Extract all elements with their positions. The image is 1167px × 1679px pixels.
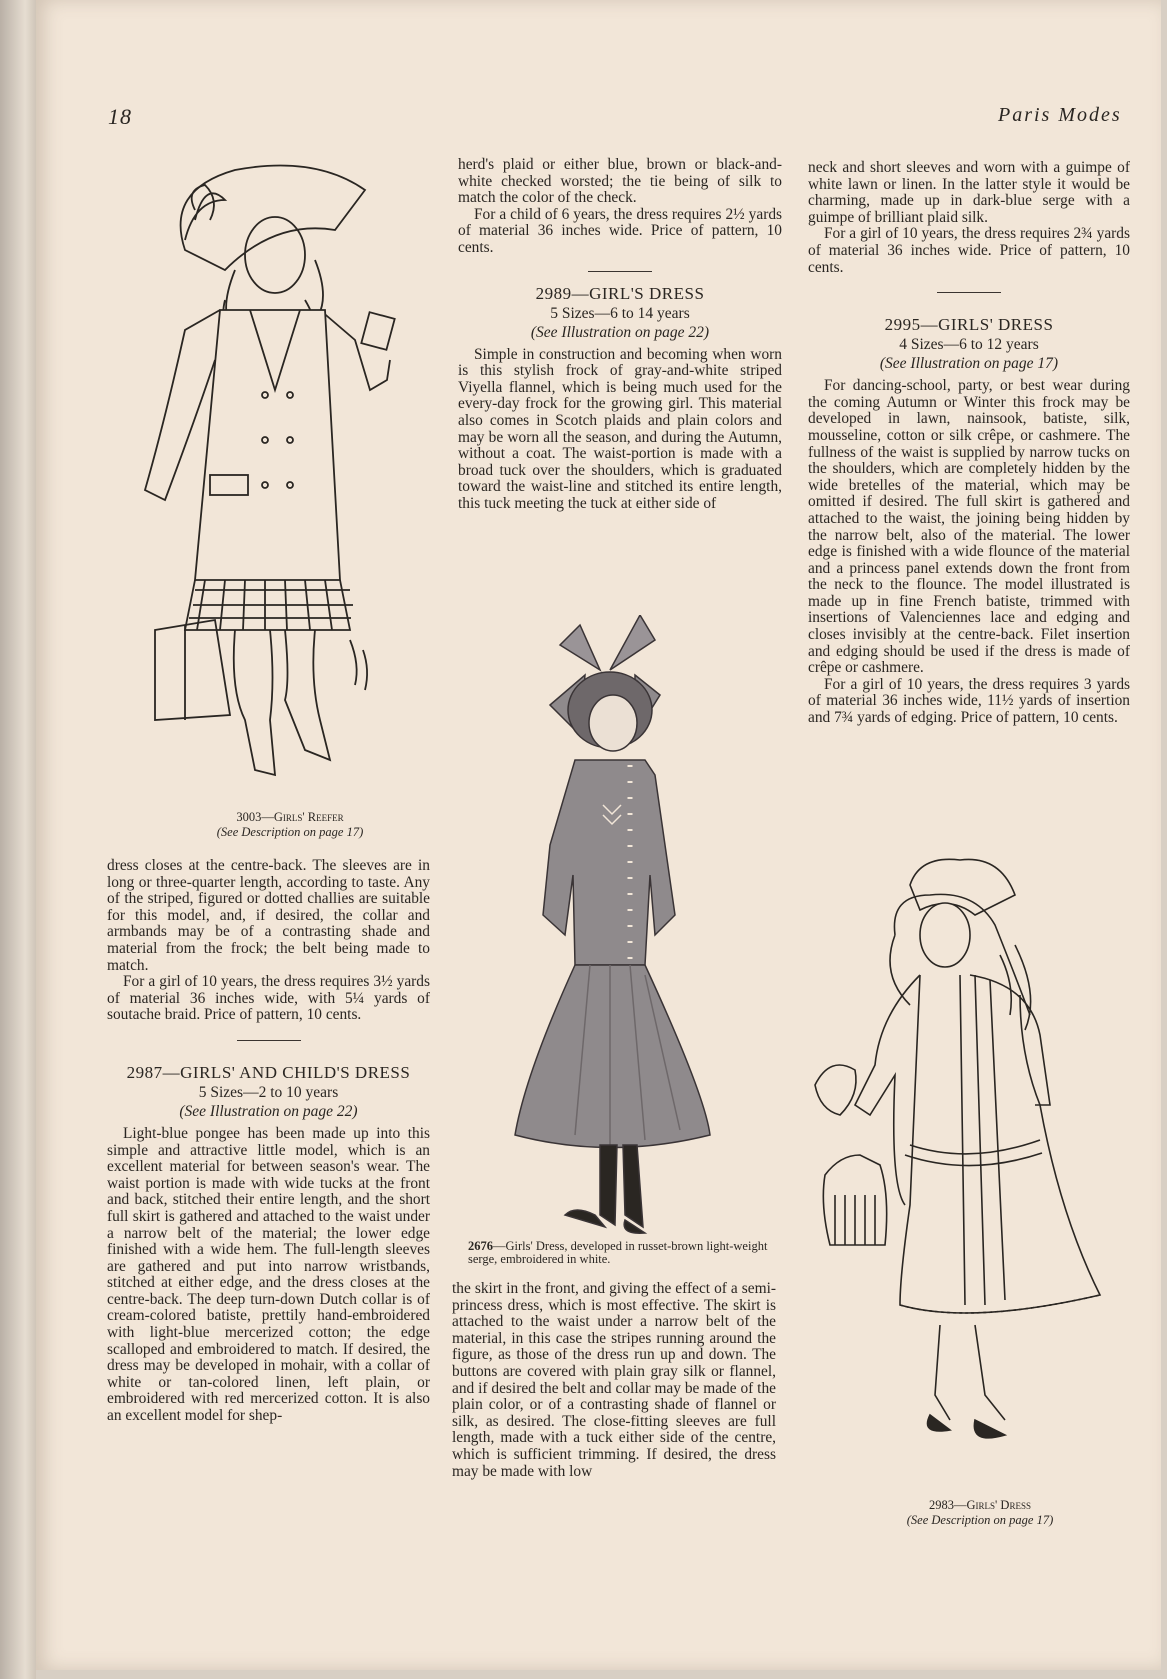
section-sizes-2987: 5 Sizes—2 to 10 years xyxy=(198,1083,339,1101)
section-title-2987: 2987—GIRLS' AND CHILD'S DRESS xyxy=(126,1062,411,1082)
section-title-2989: 2989—GIRL'S DRESS xyxy=(535,283,705,303)
caption-number: 2983— xyxy=(929,1498,967,1512)
book-spine xyxy=(0,0,36,1679)
caption-number: 3003— xyxy=(236,810,274,824)
caption-name: Girls' Reefer xyxy=(273,810,344,824)
section-rule xyxy=(937,292,1001,293)
section-sizes-2989: 5 Sizes—6 to 14 years xyxy=(550,304,690,322)
caption-see-reference: (See Description on page 17) xyxy=(906,1513,1054,1527)
girls-reefer-illustration xyxy=(125,160,425,810)
column-1 xyxy=(107,858,430,1425)
col2-paragraph-2: For a child of 6 years, the dress requires 2½ yards of material 36 inches wide. Price of pattern, 10 cents. xyxy=(458,205,782,256)
dress-2983-caption xyxy=(850,1498,1110,1528)
girls-dress-2676-illustration xyxy=(505,615,735,1235)
col3-paragraph-4: For a girl of 10 years, the dress requires 3 yards of material 36 inches wide, 11½ yards of insertion and 7¾ yards of edging. Price of pattern, 10 cents. xyxy=(808,675,1130,727)
col2-paragraph-1: herd's plaid or either blue, brown or black-and-white checked worsted; the tie being of silk to match the color of the check. xyxy=(458,156,782,207)
dress-2676-caption xyxy=(468,1240,780,1266)
col3-paragraph-1: neck and short sleeves and worn with a guimpe of white lawn or linen. In the latter style it would be charming, made up in dark-blue serge with a guimpe of brilliant plaid silk. xyxy=(808,159,1130,226)
caption-name: Girls' Dress xyxy=(966,1498,1031,1512)
column-3 xyxy=(808,160,1130,727)
caption-number: 2676 xyxy=(468,1239,493,1253)
caption-text: —Girls' Dress, developed in russet-brown light-weight serge, embroidered in white. xyxy=(468,1239,768,1266)
column-2-top xyxy=(458,157,782,513)
col3-paragraph-3: For dancing-school, party, or best wear during the coming Autumn or Winter this frock may be developed in lawn, nainsook, batiste, silk, mousseline, cotton or silk crêpe, or cashmere. The fullness of the waist is supplied by narrow tucks on the shoulders, which are completely hidden by the wide bretelles of the material, which may be omitted if desired. The full skirt is gathered and attached to the waist, the joining being hidden by the narrow belt, also of the material. The lower edge is finished with a wide flounce of the material and a princess panel extends down the front from the neck to the flounce. The model illustrated is made up in fine French batiste, trimmed with insertions of Valenciennes lace and edging and closes invisibly at the centre-back. Filet insertion and edging should be used if the dress is made of crêpe or cashmere. xyxy=(808,377,1130,677)
col1-paragraph-1: dress closes at the centre-back. The sleeves are in long or three-quarter length, according to taste. Any of the striped, figured or dotted challies are suitable for this model, and, if desired, the collar and armbands may be of a contrasting shade and material from the frock; the belt being made to match. xyxy=(107,857,430,974)
col2-paragraph-3: Simple in construction and becoming when worn is this stylish frock of gray-and-white striped Viyella flannel, which is being much used for the every-day frock for the growing girl. This material also comes in Scotch plaids and plain colors and may be worn all the season, and during the Autumn, without a coat. The waist-portion is made with a broad tuck over the shoulders, which is graduated toward the waist-line and stitched its entire length, this tuck meeting the tuck at either side of xyxy=(458,345,782,512)
col1-paragraph-2: For a girl of 10 years, the dress requires 3½ yards of material 36 inches wide, with 5¼ yards of soutache braid. Price of pattern, 10 cents. xyxy=(107,973,430,1024)
column-2-bottom xyxy=(452,1281,776,1480)
section-title-2995: 2995—GIRLS' DRESS xyxy=(884,315,1054,335)
page-number: 18 xyxy=(108,104,132,129)
col1-paragraph-3: Light-blue pongee has been made up into this simple and attractive little model, which is an excellent material for between season's wear. The waist portion is made with wide tucks at the front and back, stitched their entire length, and the short full skirt is gathered and attached to the waist under a narrow belt of the material; the lower edge finished with a wide hem. The full-length sleeves are gathered and put into narrow wristbands, stitched at either edge, and the dress closes at the centre-back. The deep turn-down Dutch collar is of cream-colored batiste, prettily hand-embroidered with light-blue mercerized cotton; the edge scalloped and embroidered to match. If desired, the dress may be developed in mohair, with a collar of white or tan-colored linen, left plain, or embroidered with red mercerized cotton. It is also an excellent model for shep- xyxy=(107,1124,430,1425)
col3-paragraph-2: For a girl of 10 years, the dress requires 2¾ yards of material 36 inches wide. Price of pattern, 10 cents. xyxy=(808,225,1130,276)
running-title: Paris Modes xyxy=(998,104,1122,126)
col2-paragraph-4: the skirt in the front, and giving the effect of a semi-princess dress, which is most effective. The skirt is attached to the waist under a narrow belt of the material, in this case the stripes running around the figure, as those of the dress run up and down. The buttons are covered with plain gray silk or flannel, and if desired the belt and collar may be made of the plain color, or of a contrasting shade of flannel or silk, as desired. The close-fitting sleeves are full length, made with a tuck either side of the centre, which is sufficient trimming. If desired, the dress may be made with low xyxy=(452,1280,776,1480)
section-see-2989: (See Illustration on page 22) xyxy=(530,323,710,341)
section-see-2987: (See Illustration on page 22) xyxy=(179,1102,358,1120)
reefer-caption xyxy=(150,810,430,840)
section-rule xyxy=(237,1040,301,1041)
section-see-2995: (See Illustration on page 17) xyxy=(879,355,1059,373)
caption-see-reference: (See Description on page 17) xyxy=(216,825,364,839)
section-rule xyxy=(588,271,652,272)
section-sizes-2995: 4 Sizes—6 to 12 years xyxy=(899,336,1039,354)
girls-dress-2983-illustration xyxy=(800,855,1120,1500)
